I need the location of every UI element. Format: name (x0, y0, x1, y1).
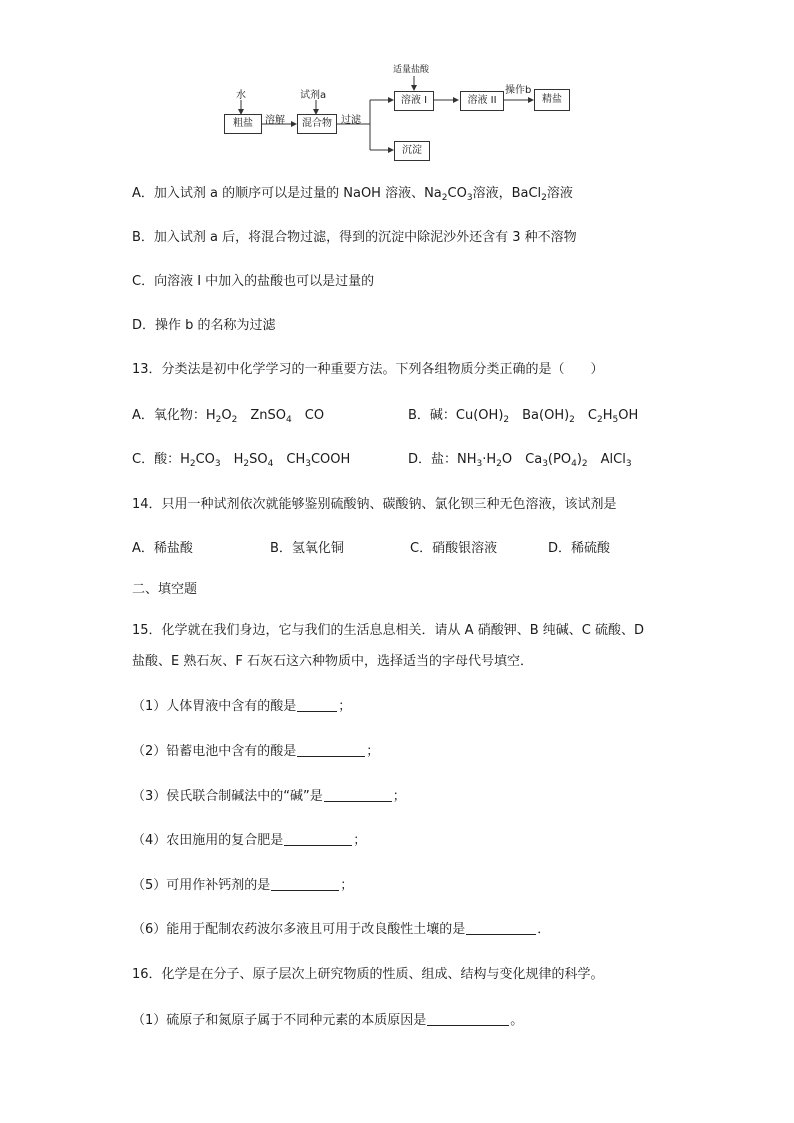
q14-option-c: C．硝酸银溶液 (410, 541, 498, 556)
answer-blank[interactable] (271, 876, 339, 891)
q12-option-c: C．向溶液 I 中加入的盐酸也可以是过量的 (132, 274, 375, 289)
q12-option-b: B．加入试剂 a 后，将混合物过滤，得到的沉淀中除泥沙外还含有 3 种不溶物 (132, 230, 577, 245)
q14-options (132, 539, 610, 559)
precipitate-box: 沉淀 (394, 141, 430, 161)
q15-item-6: （6）能用于配制农药波尔多液且可用于改良酸性土壤的是 ． (132, 922, 551, 937)
reagent-a-label: 试剂a (300, 90, 327, 101)
q16-stem: 16．化学是在分子、原子层次上研究物质的性质、组成、结构与变化规律的科学。 (132, 967, 604, 982)
answer-blank[interactable] (297, 742, 365, 757)
q13-option-b: B．碱：$Cu(OH)_2$ $Ba(OH)_2$ $C_2H_5OH$ (408, 408, 639, 425)
mixture-box: 混合物 (297, 114, 337, 134)
q13-option-a: A．氧化物：$H_2O_2$ ZnSO$_4$ CO (132, 408, 325, 425)
q16-item-1: （1）硫原子和氮原子属于不同种元素的本质原因是 。 (132, 1013, 524, 1028)
q14-option-d: D．稀硫酸 (548, 541, 611, 556)
section-heading: 二、填空题 (132, 582, 198, 597)
q15-item-1: （1）人体胃液中含有的酸是 ； (132, 699, 352, 714)
q15-stem-line2: 盐酸、E 熟石灰、F 石灰石这六种物质中，选择适当的字母代号填空． (132, 654, 533, 669)
q15-item-3: （3）侯氏联合制碱法中的“碱”是 ； (132, 789, 406, 804)
q15-item-2: （2）铅蓄电池中含有的酸是 ； (132, 744, 380, 759)
hcl-label: 适量盐酸 (393, 65, 430, 75)
water-label: 水 (236, 90, 246, 101)
answer-blank[interactable] (324, 787, 392, 802)
crude-salt-box: 粗盐 (224, 114, 262, 134)
q13-row1 (132, 406, 638, 430)
q15-item-5: （5）可用作补钙剂的是 ； (132, 878, 354, 893)
q13-option-c: C．酸：$H_2CO_3$ $H_2SO_4$ $CH_3COOH$ (132, 452, 351, 469)
answer-blank[interactable] (297, 697, 337, 712)
q13-row2 (132, 450, 632, 474)
q12-option-a: A．加入试剂 a 的顺序可以是过量的 NaOH 溶液、$Na_2CO_3$溶液，BaCl$_2$溶液 (132, 186, 573, 203)
answer-blank[interactable] (466, 920, 536, 935)
solution1-box: 溶液 I (394, 91, 434, 111)
refined-salt-box: 精盐 (534, 89, 570, 111)
answer-blank[interactable] (284, 831, 352, 846)
dissolve-label: 溶解 (265, 115, 285, 126)
q14-stem: 14．只用一种试剂依次就能够鉴别硫酸钠、碳酸钠、氯化钡三种无色溶液，该试剂是 (132, 497, 617, 512)
q13-option-d: D．盐：$NH_3\cdot H_2O$ $Ca_3(PO_4)_2$ AlCl$_3$ (408, 452, 632, 469)
q15-stem-line1: 15．化学就在我们身边，它与我们的生活息息相关．请从 A 硝酸钾、B 纯碱、C 硫酸、D (132, 623, 644, 638)
q14-option-a: A．稀盐酸 (132, 541, 193, 556)
q13-stem: 13．分类法是初中化学学习的一种重要方法。下列各组物质分类正确的是（ ） (132, 362, 604, 377)
filter-label: 过滤 (341, 115, 361, 126)
answer-blank[interactable] (427, 1011, 509, 1026)
operation-b-label: 操作b (505, 85, 532, 96)
q14-option-b: B．氢氧化铜 (270, 541, 344, 556)
q12-option-d: D．操作 b 的名称为过滤 (132, 318, 276, 333)
q15-item-4: （4）农田施用的复合肥是 ； (132, 833, 367, 848)
solution2-box: 溶液 II (460, 91, 504, 111)
